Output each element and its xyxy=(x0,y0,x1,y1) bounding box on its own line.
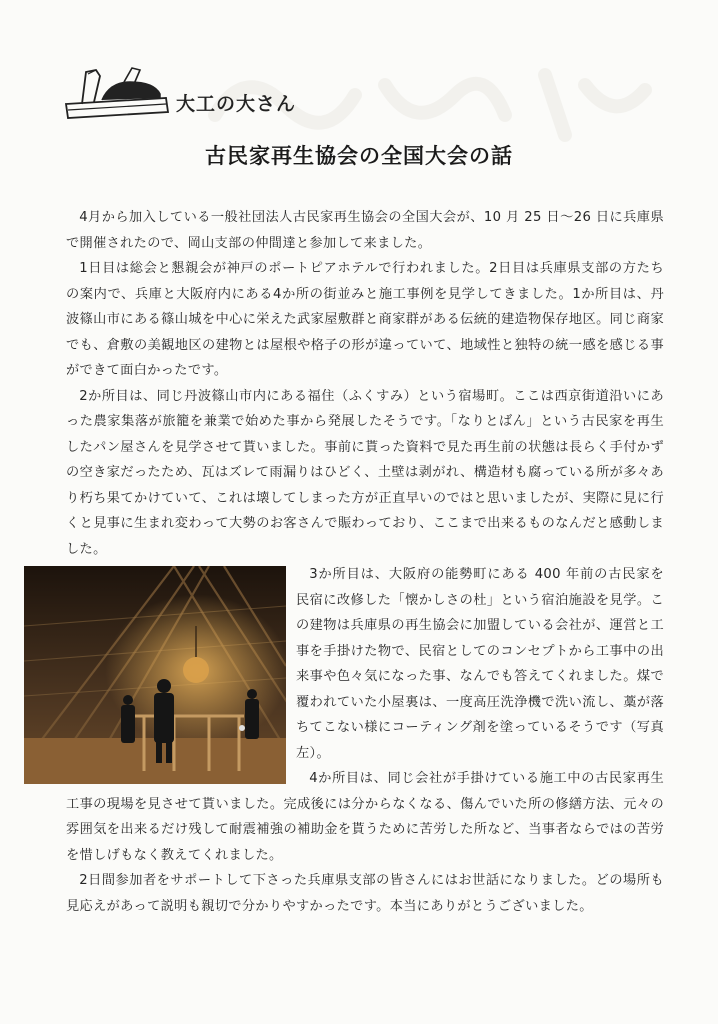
paragraph: 1日目は総会と懇親会が神戸のポートピアホテルで行われました。2日目は兵庫県支部の方たちの案内で、兵庫と大阪府内にある4か所の街並みと施工事例を見学してきました。1か所目は、丹波篠山市にある篠山城を中心に栄えた武家屋敷群と商家群がある伝統的建造物保存地区。同じ商家でも、倉敷の美観地区の建物とは屋根や格子の形が違っていて、地域性と独特の統一感を感じる事ができて面白かったです。 xyxy=(66,261,664,378)
article-body xyxy=(66,205,664,919)
paragraph: 3か所目は、大阪府の能勢町にある 400 年前の古民家を民宿に改修した「懐かしさの杜」という宿泊施設を見学。この建物は兵庫県の再生協会に加盟している会社が、運営と工事を手掛けた物で、民宿としてのコンセプトから工事中の出来事や色々気になった事、なんでも答えてくれました。煤で覆われていた小屋裏は、一度高圧洗浄機で洗い流し、藁が落ちてこない様にコーティング剤を塗っているそうです（写真左）。 xyxy=(296,567,664,761)
paragraph: 4か所目は、同じ会社が手掛けている施工中の古民家再生工事の現場を見させて貰いました。完成後には分からなくなる、傷んでいた所の修繕方法、元々の雰囲気を出来るだけ残して耐震補強の補助金を貰うために苦労した所など、当事者ならではの苦労を惜しげもなく教えてくれました。 xyxy=(66,771,664,863)
article-title: 古民家再生協会の全国大会の話 xyxy=(205,144,513,168)
paragraph: 4月から加入している一般社団法人古民家再生協会の全国大会が、10 月 25 日～26 日に兵庫県で開催されたので、岡山支部の仲間達と参加して来ました。 xyxy=(66,210,664,251)
paragraph: 2日間参加者をサポートして下さった兵庫県支部の皆さんにはお世話になりました。どの場所も見応えがあって説明も親切で分かりやすかったです。本当にありがとうございました。 xyxy=(66,873,664,914)
attic-photo xyxy=(24,566,286,784)
column-name: 大工の大さん xyxy=(176,93,297,115)
paragraph: 2か所目は、同じ丹波篠山市内にある福住（ふくすみ）という宿場町。ここは西京街道沿いにあった農家集落が旅籠を兼業で始めた事から発展したそうです。「なりとばん」という古民家を再生したパン屋さんを見学させて貰いました。事前に貰った資料で見た再生前の状態は長らく手付かずの空き家だったため、瓦はズレて雨漏りはひどく、土壁は剥がれ、構造材も腐っている所が多々あり朽ち果てかけていて、これは壊してしまった方が正直早いのではと思いましたが、実際に見に行くと見事に生まれ変わって大勢のお客さんで賑わっており、ここまで出来るものなんだと感動しました。 xyxy=(66,388,664,557)
carpenter-plane-icon xyxy=(62,64,172,126)
photo-container xyxy=(24,562,286,784)
